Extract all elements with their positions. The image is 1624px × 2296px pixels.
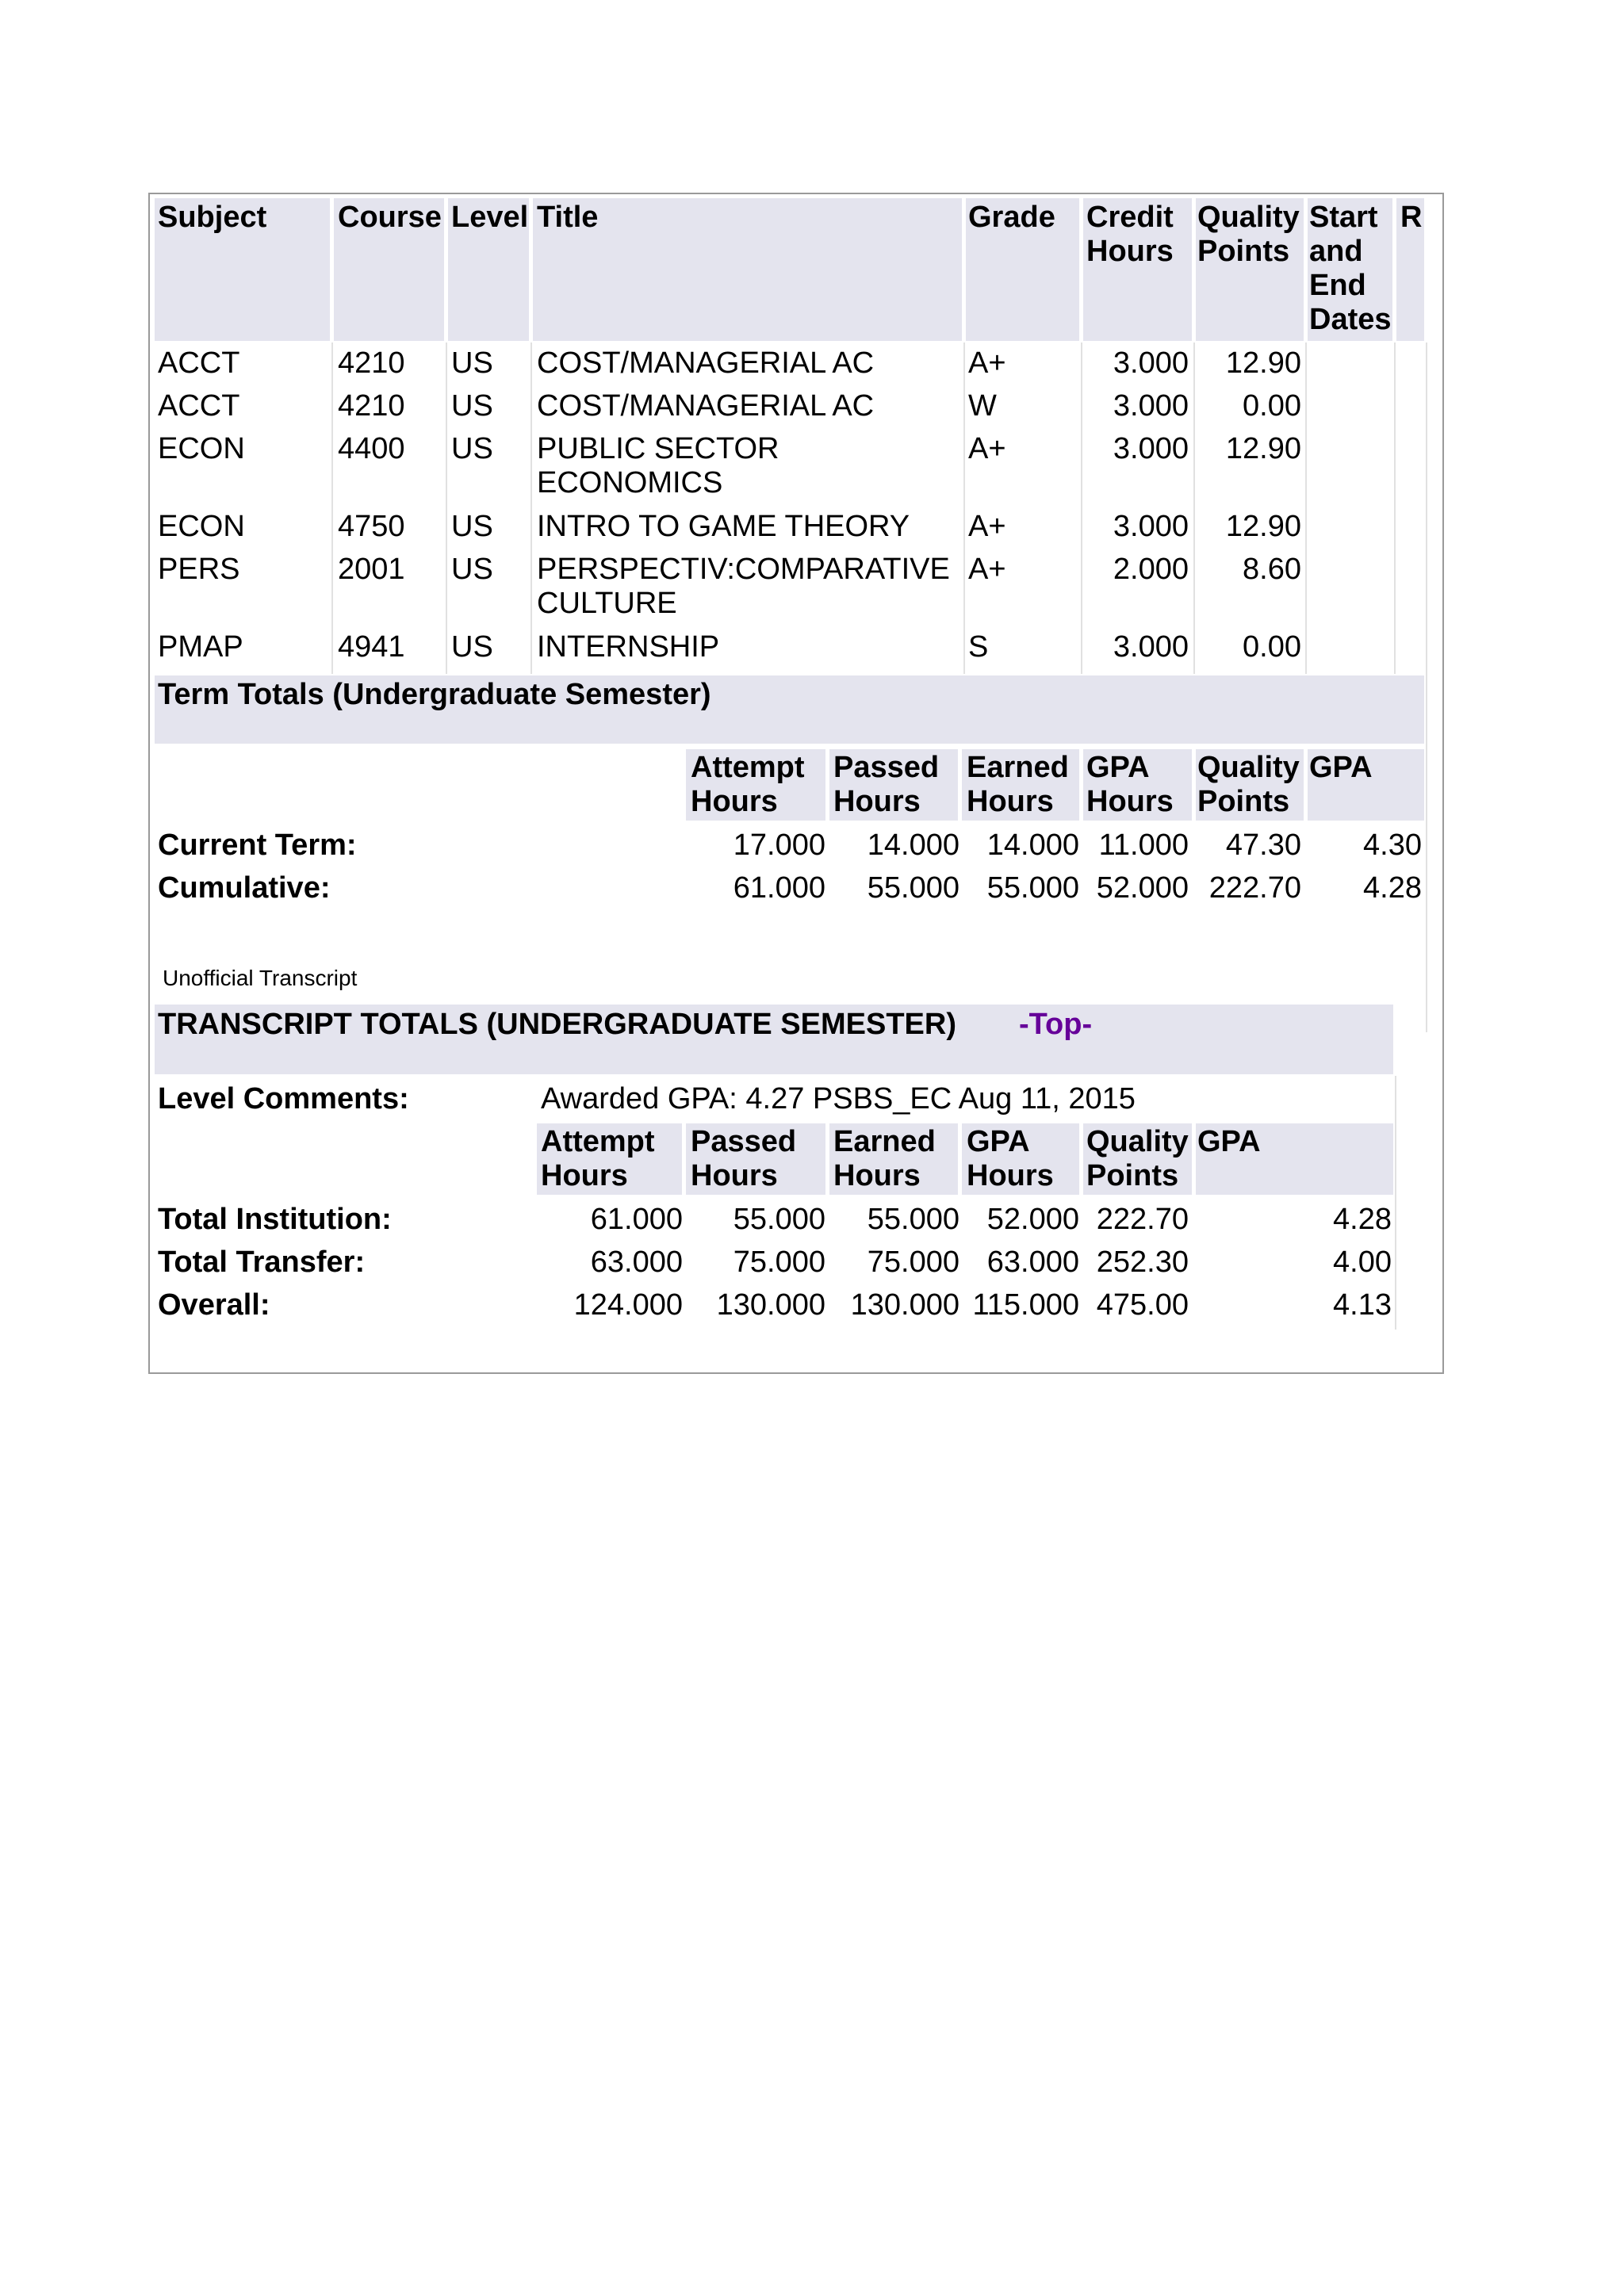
course-credit-hours: 3.000 xyxy=(1113,510,1189,543)
header-quality-line-1: Quality xyxy=(1197,201,1300,234)
term-header-passed-line-2: Hours xyxy=(833,785,921,818)
totals-gpa-hours: 63.000 xyxy=(986,1246,1079,1279)
totals-gpa: 4.28 xyxy=(1333,1203,1392,1236)
term-gpa: 4.28 xyxy=(1363,871,1422,905)
term-row-label: Current Term: xyxy=(158,828,357,862)
totals-quality: 475.00 xyxy=(1096,1288,1189,1322)
top-link[interactable]: -Top- xyxy=(1019,1008,1093,1041)
course-level: US xyxy=(451,389,493,423)
course-number: 4750 xyxy=(338,510,405,543)
course-level: US xyxy=(451,553,493,586)
term-header-earned xyxy=(967,751,1069,819)
term-header-gpa-hours-line-2: Hours xyxy=(1086,785,1174,818)
term-header-quality-line-2: Points xyxy=(1197,785,1290,818)
totals-attempt: 61.000 xyxy=(590,1203,683,1236)
totals-header-earned-line-2: Hours xyxy=(833,1159,921,1192)
course-grade: A+ xyxy=(968,553,1006,586)
course-subject: ECON xyxy=(158,432,245,465)
course-title: INTRO TO GAME THEORY xyxy=(537,510,910,543)
term-header-quality-line-1: Quality xyxy=(1197,751,1300,784)
term-quality: 47.30 xyxy=(1225,828,1301,862)
term-gpa-hours: 52.000 xyxy=(1096,871,1189,905)
course-title-line-2: CULTURE xyxy=(537,587,677,620)
course-quality-points: 0.00 xyxy=(1243,630,1301,664)
grid-line xyxy=(446,342,447,674)
term-quality: 222.70 xyxy=(1208,871,1301,905)
totals-passed: 75.000 xyxy=(733,1246,825,1279)
transcript-totals-heading: TRANSCRIPT TOTALS (UNDERGRADUATE SEMESTER) xyxy=(158,1008,956,1041)
totals-header-attempt-line-2: Hours xyxy=(541,1159,628,1192)
header-course: Course xyxy=(338,201,442,234)
totals-header-passed xyxy=(691,1125,796,1193)
course-quality-points: 12.90 xyxy=(1225,346,1301,380)
totals-quality: 252.30 xyxy=(1096,1246,1189,1279)
totals-header-gpa: GPA xyxy=(1197,1125,1261,1158)
course-quality-points: 12.90 xyxy=(1225,510,1301,543)
term-header-earned-line-1: Earned xyxy=(967,751,1069,784)
totals-header-quality-line-1: Quality xyxy=(1086,1125,1189,1158)
totals-header-gpa-hours-line-1: GPA xyxy=(967,1125,1030,1158)
course-level: US xyxy=(451,510,493,543)
totals-attempt: 124.000 xyxy=(573,1288,683,1322)
totals-earned: 75.000 xyxy=(867,1246,959,1279)
totals-passed: 55.000 xyxy=(733,1203,825,1236)
level-comments-label: Level Comments: xyxy=(158,1082,409,1115)
header-credit-line-1: Credit xyxy=(1086,201,1174,234)
term-attempt: 61.000 xyxy=(733,871,825,905)
totals-header-attempt xyxy=(541,1125,655,1193)
course-title-line-2: ECONOMICS xyxy=(537,466,723,499)
header-level: Level xyxy=(451,201,529,234)
term-totals-heading: Term Totals (Undergraduate Semester) xyxy=(158,678,711,711)
course-subject: PERS xyxy=(158,553,240,586)
term-header-gpa-hours xyxy=(1086,751,1174,819)
totals-header-passed-line-1: Passed xyxy=(691,1125,797,1158)
totals-header-quality-line-2: Points xyxy=(1086,1159,1179,1192)
grid-line xyxy=(1193,342,1195,674)
course-credit-hours: 3.000 xyxy=(1113,346,1189,380)
course-credit-hours: 3.000 xyxy=(1113,389,1189,423)
course-quality-points: 8.60 xyxy=(1243,553,1301,586)
course-subject: ACCT xyxy=(158,389,240,423)
term-header-attempt-line-2: Hours xyxy=(691,785,778,818)
grid-line xyxy=(530,342,532,674)
term-header-passed-line-1: Passed xyxy=(833,751,940,784)
course-subject: ECON xyxy=(158,510,245,543)
course-grade: W xyxy=(968,389,997,423)
course-title-line-1: PUBLIC SECTOR xyxy=(537,432,779,465)
course-credit-hours: 2.000 xyxy=(1113,553,1189,586)
header-dates-line-1: Start xyxy=(1309,201,1378,234)
term-passed: 55.000 xyxy=(867,871,959,905)
totals-header-quality xyxy=(1086,1125,1189,1193)
grid-line xyxy=(1305,342,1307,674)
header-credit-line-2: Hours xyxy=(1086,235,1174,268)
term-header-earned-line-2: Hours xyxy=(967,785,1054,818)
course-grade: S xyxy=(968,630,989,664)
header-quality-line-2: Points xyxy=(1197,235,1290,268)
course-credit-hours: 3.000 xyxy=(1113,630,1189,664)
course-number: 2001 xyxy=(338,553,405,586)
term-row-label: Cumulative: xyxy=(158,871,331,905)
header-grade: Grade xyxy=(968,201,1055,234)
grid-line xyxy=(963,342,965,674)
term-earned: 55.000 xyxy=(986,871,1079,905)
totals-gpa-hours: 52.000 xyxy=(986,1203,1079,1236)
grid-line xyxy=(331,342,333,674)
term-gpa-hours: 11.000 xyxy=(1098,828,1189,862)
header-dates-line-4: Dates xyxy=(1309,303,1392,336)
course-level: US xyxy=(451,630,493,664)
header-dates-line-2: and xyxy=(1309,235,1363,268)
grid-line xyxy=(1426,342,1427,1032)
totals-quality: 222.70 xyxy=(1096,1203,1189,1236)
totals-gpa: 4.00 xyxy=(1333,1246,1392,1279)
totals-earned: 130.000 xyxy=(850,1288,959,1322)
level-comments-value: Awarded GPA: 4.27 PSBS_EC Aug 11, 2015 xyxy=(541,1082,1136,1115)
term-passed: 14.000 xyxy=(867,828,959,862)
course-title: INTERNSHIP xyxy=(537,630,720,664)
course-level: US xyxy=(451,346,493,380)
course-quality-points: 12.90 xyxy=(1225,432,1301,465)
course-level: US xyxy=(451,432,493,465)
course-title: COST/MANAGERIAL AC xyxy=(537,389,875,423)
totals-header-earned-line-1: Earned xyxy=(833,1125,936,1158)
course-quality-points: 0.00 xyxy=(1243,389,1301,423)
term-attempt: 17.000 xyxy=(733,828,825,862)
course-number: 4400 xyxy=(338,432,405,465)
header-credit-hours xyxy=(1086,201,1174,269)
course-number: 4210 xyxy=(338,389,405,423)
totals-attempt: 63.000 xyxy=(590,1246,683,1279)
header-r: R xyxy=(1400,201,1423,234)
grid-line xyxy=(1081,342,1082,674)
course-grade: A+ xyxy=(968,346,1006,380)
totals-row-label: Overall: xyxy=(158,1288,270,1322)
totals-header-attempt-line-1: Attempt xyxy=(541,1125,655,1158)
term-header-passed xyxy=(833,751,939,819)
totals-earned: 55.000 xyxy=(867,1203,959,1236)
term-header-attempt-line-1: Attempt xyxy=(691,751,805,784)
course-title-line-1: PERSPECTIV:COMPARATIVE xyxy=(537,553,950,586)
term-header-quality xyxy=(1197,751,1300,819)
grid-line xyxy=(1395,1076,1396,1330)
grid-line xyxy=(1394,342,1396,674)
course-number: 4941 xyxy=(338,630,405,664)
unofficial-transcript-note: Unofficial Transcript xyxy=(163,966,358,990)
term-header-attempt xyxy=(691,751,805,819)
term-header-gpa-hours-line-1: GPA xyxy=(1086,751,1150,784)
totals-gpa-hours: 115.000 xyxy=(972,1288,1079,1322)
header-title: Title xyxy=(537,201,599,234)
course-grade: A+ xyxy=(968,510,1006,543)
totals-passed: 130.000 xyxy=(716,1288,825,1322)
header-subject: Subject xyxy=(158,201,267,234)
course-subject: ACCT xyxy=(158,346,240,380)
totals-header-gpa-hours xyxy=(967,1125,1054,1193)
term-gpa: 4.30 xyxy=(1363,828,1422,862)
term-earned: 14.000 xyxy=(986,828,1079,862)
totals-header-earned xyxy=(833,1125,936,1193)
totals-row-label: Total Transfer: xyxy=(158,1246,366,1279)
totals-header-passed-line-2: Hours xyxy=(691,1159,778,1192)
course-grade: A+ xyxy=(968,432,1006,465)
course-number: 4210 xyxy=(338,346,405,380)
header-dates-line-3: End xyxy=(1309,269,1366,302)
totals-row-label: Total Institution: xyxy=(158,1203,392,1236)
course-subject: PMAP xyxy=(158,630,243,664)
header-dates xyxy=(1309,201,1392,337)
course-credit-hours: 3.000 xyxy=(1113,432,1189,465)
header-quality-points xyxy=(1197,201,1300,269)
totals-header-gpa-hours-line-2: Hours xyxy=(967,1159,1054,1192)
course-title: COST/MANAGERIAL AC xyxy=(537,346,875,380)
totals-gpa: 4.13 xyxy=(1333,1288,1392,1322)
term-header-gpa: GPA xyxy=(1309,751,1373,784)
